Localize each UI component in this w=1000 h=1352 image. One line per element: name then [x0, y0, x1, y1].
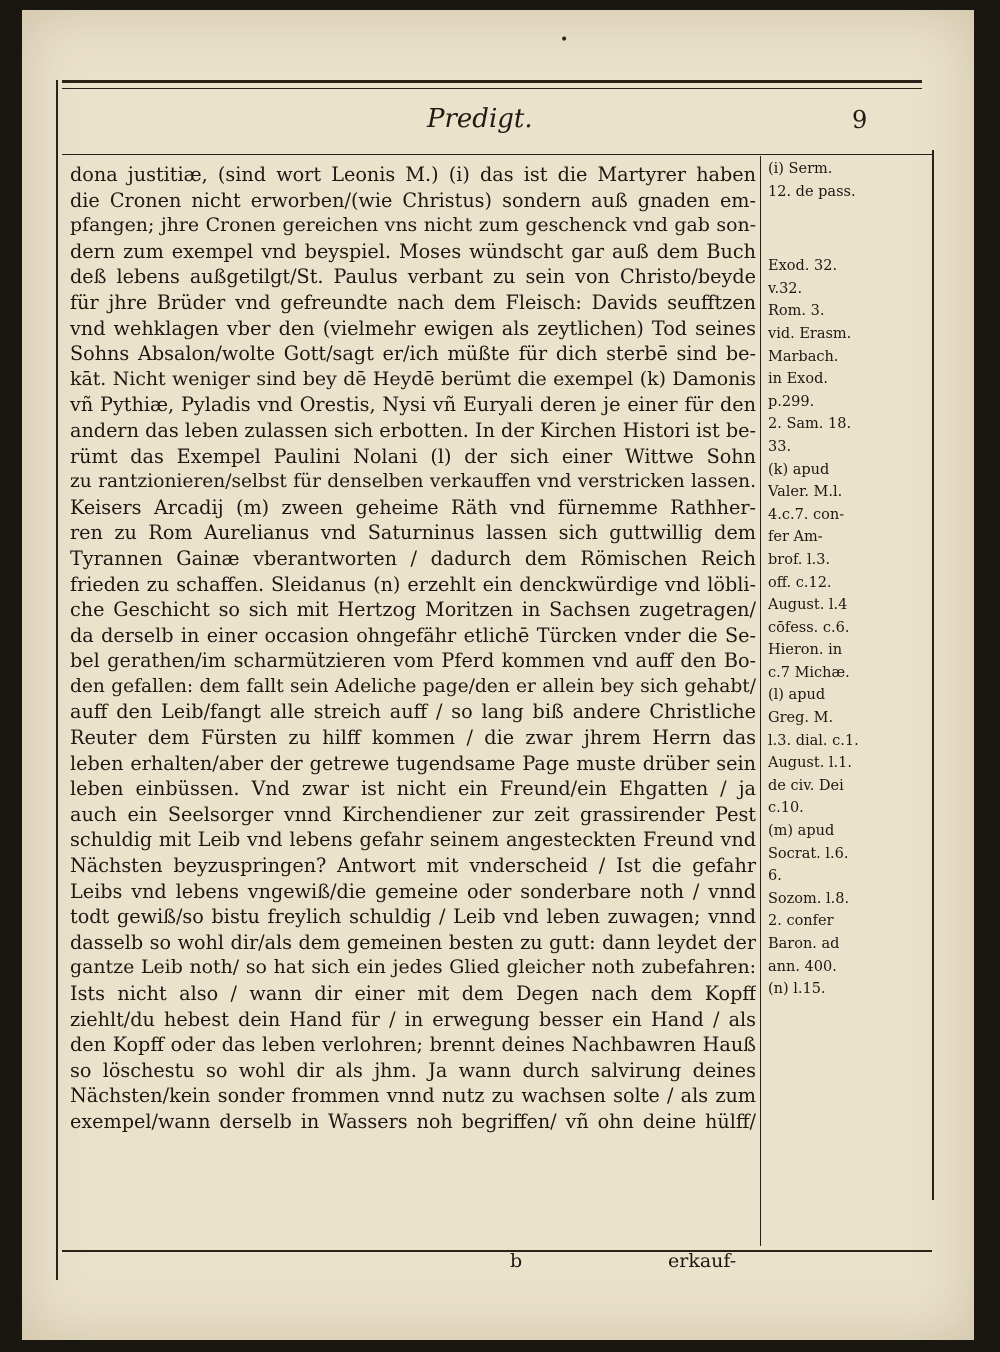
margin-note: (l) apud: [768, 687, 826, 704]
margin-column-rule: [760, 156, 761, 1246]
margin-note: (i) Serm.: [768, 161, 833, 177]
margin-note: 4.c.7. con-: [768, 506, 845, 523]
margin-note: de civ. Dei: [768, 777, 844, 794]
margin-note: 12. de pass.: [768, 183, 856, 200]
margin-notes-group-b: [768, 255, 888, 1001]
margin-note: 2. Sam. 18.: [768, 416, 852, 433]
signature-mark: b: [510, 1250, 523, 1272]
margin-note: (m) apud: [768, 823, 835, 840]
margin-note: Rom. 3.: [768, 303, 825, 320]
text-line: ren zu Rom Aurelianus vnd Saturninus lassen sich guttwillig dem: [70, 521, 756, 545]
text-line: che Geschicht so sich mit Hertzog Moritzen in Sachsen zugetragen/: [70, 598, 756, 622]
running-title: Predigt.: [427, 104, 533, 134]
text-line: Keisers Arcadij (m) zween geheime Räth vnd fürnemme Rathher-: [70, 495, 756, 519]
text-line: exempel/wann derselb in Wassers noh begriffen/ vñ ohn deine hülff/: [70, 1109, 756, 1133]
margin-note: v.32.: [768, 280, 803, 297]
margin-note: (n) l.15.: [768, 981, 826, 998]
margin-note: vid. Erasm.: [768, 325, 852, 342]
left-frame-rule: [56, 80, 58, 1280]
text-line: den gefallen: dem fallt sein Adeliche page/den er allein bey sich gehabt/: [70, 675, 756, 697]
margin-note: c.7 Michæ.: [768, 664, 850, 681]
text-line: frieden zu schaffen. Sleidanus (n) erzehlt ein denckwürdige vnd löbli-: [70, 572, 756, 596]
text-line: dasselb so wohl dir/als dem gemeinen besten zu gutt: dann leydet der: [70, 930, 756, 954]
margin-note: Marbach.: [768, 348, 839, 365]
book-page: [22, 10, 974, 1340]
text-line: zu rantzionieren/selbst für denselben verkauffen vnd verstricken lassen.: [70, 471, 756, 493]
text-line: todt gewiß/so bistu freylich schuldig / Leib vnd leben zuwagen; vnnd: [70, 905, 756, 929]
text-line: pfangen; jhre Cronen gereichen vns nicht zum geschenck vnd gab son-: [70, 214, 756, 237]
text-line: auff den Leib/fangt alle streich auff / so lang biß andere Christliche: [70, 700, 756, 724]
text-line: deß lebens außgetilgt/St. Paulus verbant zu sein von Christo/beyde: [70, 265, 756, 289]
header-rule: [62, 154, 932, 155]
text-line: für jhre Brüder vnd gefreundte nach dem Fleisch: Davids seufftzen: [70, 290, 756, 314]
page-ornament: •: [560, 32, 569, 48]
text-line: die Cronen nicht erworben/(wie Christus) sondern auß gnaden em-: [70, 188, 756, 212]
margin-note: Greg. M.: [768, 710, 834, 727]
margin-note: Socrat. l.6.: [768, 845, 849, 862]
margin-notes-gap: [768, 203, 888, 255]
margin-note: 6.: [768, 868, 782, 885]
text-line: Ists nicht also / wann dir einer mit dem Degen nach dem Kopff: [70, 982, 756, 1005]
text-line: rümt das Exempel Paulini Nolani (l) der sich einer Wittwe Sohn: [70, 444, 756, 468]
text-line: ziehlt/du hebest dein Hand für / in erwegung besser ein Hand / als: [70, 1007, 756, 1031]
margin-note: brof. l.3.: [768, 551, 831, 568]
text-line: dern zum exempel vnd beyspiel. Moses wündscht gar auß dem Buch: [70, 239, 756, 263]
text-line: Leibs vnd lebens vngewiß/die gemeine oder sonderbare noth / vnnd: [70, 879, 756, 903]
text-line: andern das leben zulassen sich erbotten. In der Kirchen Histori ist be-: [70, 418, 756, 442]
margin-note: Hieron. in: [768, 642, 843, 659]
text-line: leben erhalten/aber der getrewe tugendsame Page muste drüber sein: [70, 751, 756, 775]
margin-note: ann. 400.: [768, 958, 837, 975]
margin-notes-group-a: [768, 158, 888, 203]
top-rule-thin: [62, 88, 922, 89]
margin-note: Sozom. l.8.: [768, 890, 850, 907]
margin-note: (k) apud: [768, 461, 830, 478]
top-rule: [62, 80, 922, 83]
text-line: leben einbüssen. Vnd zwar ist nicht ein Freund/ein Ehgatten / ja: [70, 777, 756, 801]
body-text: [70, 162, 756, 1135]
text-line: schuldig mit Leib vnd lebens gefahr seinem angesteckten Freund vnd: [70, 828, 756, 852]
margin-note: l.3. dial. c.1.: [768, 732, 859, 749]
margin-note: August. l.1.: [768, 755, 852, 772]
text-line: kāt. Nicht weniger sind bey dē Heydē berümt die exempel (k) Damonis: [70, 367, 756, 390]
margin-notes: [768, 158, 888, 1001]
margin-note: 2. confer: [768, 913, 834, 930]
text-line: vñ Pythiæ, Pyladis vnd Orestis, Nysi vñ Euryali deren je einer für den: [70, 393, 756, 417]
margin-note: fer Am-: [768, 529, 823, 546]
margin-note: cōfess. c.6.: [768, 619, 850, 636]
text-line: Nächsten beyzuspringen? Antwort mit vnderscheid / Ist die gefahr: [70, 854, 756, 878]
margin-note: 33.: [768, 438, 792, 455]
page-number: 9: [852, 106, 868, 134]
text-line: Tyrannen Gainæ vberantworten / dadurch dem Römischen Reich: [70, 546, 756, 570]
text-line: vnd wehklagen vber den (vielmehr ewigen als zeytlichen) Tod seines: [70, 316, 756, 340]
margin-note: Valer. M.l.: [768, 484, 843, 501]
text-line: den Kopff oder das leben verlohren; brennt deines Nachbawren Hauß: [70, 1033, 756, 1057]
margin-note: c.10.: [768, 800, 804, 817]
text-line: Sohns Absalon/wolte Gott/sagt er/ich müßte für dich sterbē sind be-: [70, 342, 756, 366]
margin-note: Baron. ad: [768, 936, 840, 952]
catchword: erkauf-: [668, 1250, 737, 1272]
margin-note: p.299.: [768, 393, 815, 410]
margin-note: off. c.12.: [768, 574, 832, 591]
bottom-rule: [62, 1250, 932, 1252]
right-frame-rule: [932, 150, 934, 1200]
margin-note: August. l.4: [768, 597, 848, 614]
text-line: auch ein Seelsorger vnnd Kirchendiener zur zeit grassirender Pest: [70, 802, 756, 826]
text-line: gantze Leib noth/ so hat sich ein jedes Glied gleicher noth zubefahren:: [70, 956, 756, 979]
text-line: da derselb in einer occasion ohngefähr etlichē Türcken vnder die Se-: [70, 623, 756, 647]
margin-note: in Exod.: [768, 371, 828, 388]
text-line: Nächsten/kein sonder frommen vnnd nutz zu wachsen solte / als zum: [70, 1084, 756, 1108]
text-line: so löschestu so wohl dir als jhm. Ja wann durch salvirung deines: [70, 1058, 756, 1082]
margin-note: Exod. 32.: [768, 258, 838, 275]
text-line: bel gerathen/im scharmützieren vom Pferd kommen vnd auff den Bo-: [70, 649, 756, 673]
text-line: Reuter dem Fürsten zu hilff kommen / die zwar jhrem Herrn das: [70, 726, 756, 750]
text-line: dona justitiæ, (sind wort Leonis M.) (i) das ist die Martyrer haben: [70, 163, 756, 186]
